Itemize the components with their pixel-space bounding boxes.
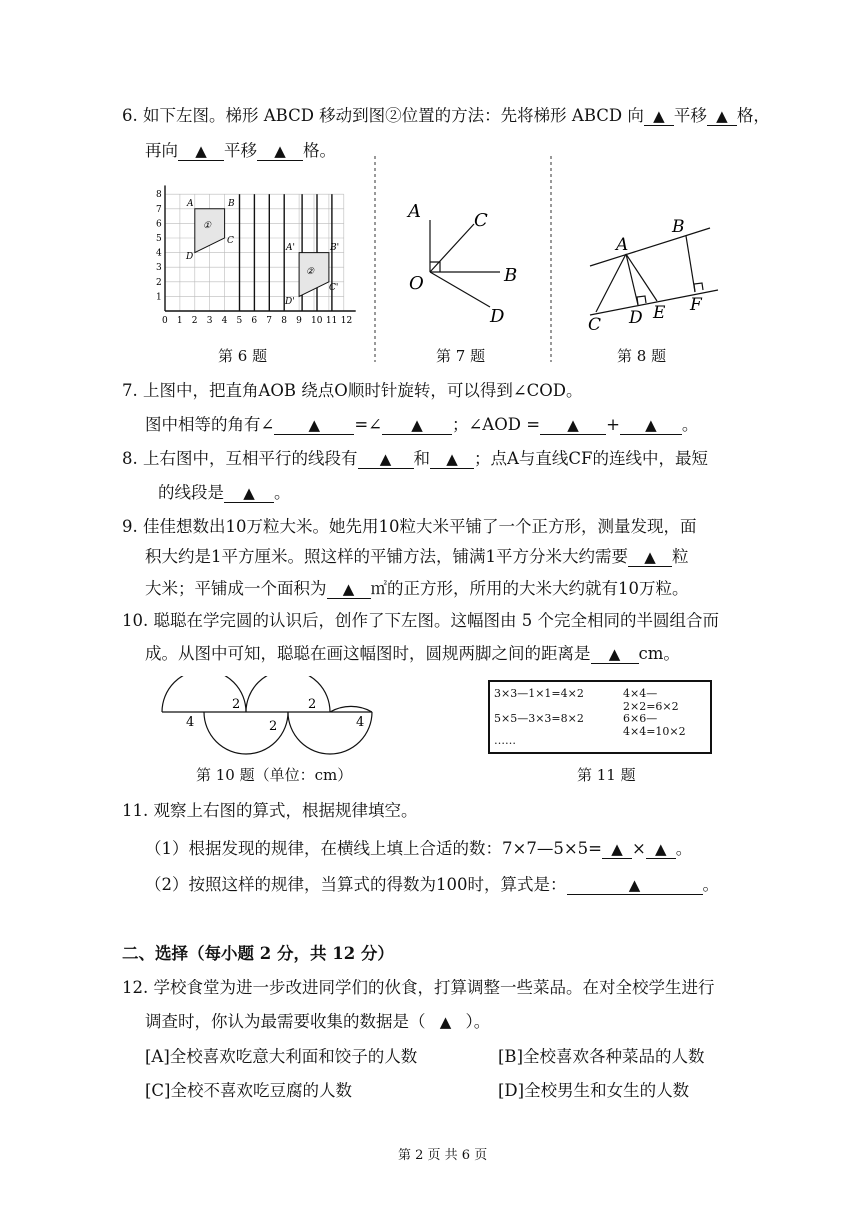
option-b[interactable]: [B]全校喜欢各种菜品的人数: [498, 1047, 705, 1066]
figure-10-semicircles: [150, 676, 390, 756]
fig10-label-4: 4: [186, 715, 195, 730]
answer-blank[interactable]: ▲: [382, 416, 452, 435]
label-B2: B': [330, 243, 340, 253]
fig7-C: C: [474, 210, 488, 231]
label-A2: A': [286, 243, 295, 253]
fig8-D: D: [629, 308, 643, 328]
fig10-label-2: 2: [232, 697, 241, 712]
x-tick-label: 1: [176, 316, 183, 326]
answer-blank[interactable]: ▲: [224, 484, 274, 503]
label-2: ②: [306, 267, 315, 277]
label-A: A: [187, 199, 194, 209]
option-a[interactable]: [A]全校喜欢吃意大利面和饺子的人数: [145, 1047, 418, 1066]
figure-11-box: [488, 680, 712, 754]
q12-line1: 12. 学校食堂为进一步改进同学们的伙食，打算调整一些菜品。在对全校学生进行: [122, 978, 715, 997]
section-heading: 二、选择（每小题 2 分，共 12 分）: [122, 944, 394, 963]
x-tick-label: 9: [296, 316, 302, 326]
box-expr: 3×3—1×1=4×2: [494, 687, 584, 700]
figure-row-6-7-8: [0, 150, 868, 380]
q8-line1: 8. 上右图中，互相平行的线段有 ▲ 和 ▲ ；点A与直线CF的连线中，最短: [122, 449, 708, 468]
caption-fig11: 第 11 题: [577, 766, 636, 784]
answer-blank[interactable]: ▲: [567, 876, 703, 895]
answer-blank[interactable]: ▲: [620, 416, 682, 435]
answer-blank[interactable]: ▲: [628, 548, 672, 567]
answer-blank[interactable]: ▲: [602, 840, 632, 859]
q10-line1: 10. 聪聪在学完圆的认识后，创作了下左图。这幅图由 5 个完全相同的半圆组合而: [122, 611, 719, 630]
q6-line2: 再向 ▲ 平移 ▲ 格。: [145, 141, 336, 160]
x-tick-label: 2: [191, 316, 198, 326]
q12-line2: 调查时，你认为最需要收集的数据是（ ▲ ）。: [145, 1012, 491, 1031]
q7-line1: 7. 上图中，把直角AOB 绕点O顺时针旋转，可以得到∠COD。: [122, 381, 583, 400]
fig10-label-2: 2: [269, 719, 278, 734]
fig10-label-2: 2: [308, 697, 317, 712]
fig7-A: A: [408, 201, 421, 222]
y-tick-label: 2: [156, 277, 162, 288]
x-tick-label: 12: [340, 316, 353, 326]
answer-blank[interactable]: ▲: [257, 142, 303, 161]
y-tick-label: 6: [156, 219, 162, 230]
y-tick-label: 1: [156, 292, 162, 303]
x-tick-label: 4: [221, 316, 228, 326]
y-tick-label: 3: [156, 263, 162, 274]
q11-line2: （1）根据发现的规律，在横线上填上合适的数：7×7—5×5= ▲ × ▲ 。: [145, 839, 693, 858]
caption-fig10: 第 10 题（单位：cm）: [196, 766, 353, 784]
label-C2: C': [329, 283, 339, 293]
x-tick-label: 6: [251, 316, 258, 326]
fig7-B: B: [504, 265, 518, 286]
answer-blank[interactable]: ▲: [358, 450, 414, 469]
label-D2: D': [285, 297, 295, 307]
q9-line1: 9. 佳佳想数出10万粒大米。她先用10粒大米平铺了一个正方形，测量发现，面: [122, 517, 697, 536]
fig8-A: A: [616, 235, 629, 255]
answer-blank[interactable]: ▲: [327, 580, 371, 599]
box-expr: 4×4—2×2=6×2: [623, 687, 679, 713]
q9-line2: 积大约是1平方厘米。照这样的平铺方法，铺满1平方分米大约需要 ▲ 粒: [145, 547, 689, 566]
caption-fig8: 第 8 题: [617, 347, 667, 365]
option-c[interactable]: [C]全校不喜欢吃豆腐的人数: [145, 1081, 352, 1100]
answer-blank[interactable]: ▲: [707, 107, 737, 126]
option-d[interactable]: [D]全校男生和女生的人数: [498, 1081, 690, 1100]
answer-blank[interactable]: ▲: [540, 416, 606, 435]
x-tick-label: 0: [162, 316, 168, 326]
y-tick-label: 7: [156, 204, 162, 215]
answer-blank[interactable]: ▲: [644, 107, 674, 126]
figure-7-angles: [430, 220, 500, 307]
label-D: D: [186, 252, 194, 262]
q9-line3: 大米；平铺成一个面积为 ▲ ㎡的正方形，所用的大米大约就有10万粒。: [145, 579, 689, 598]
q6-line1: 6. 如下左图。梯形 ABCD 移动到图②位置的方法：先将梯形 ABCD 向 ▲ 平移 ▲ 格，: [122, 106, 770, 125]
q11-line1: 11. 观察上右图的算式，根据规律填空。: [122, 801, 418, 820]
box-ellipsis: ……: [494, 734, 516, 747]
answer-blank[interactable]: ▲: [646, 840, 676, 859]
fig8-C: C: [588, 315, 602, 335]
page-footer: 第 2 页 共 6 页: [398, 1148, 488, 1163]
answer-blank[interactable]: ▲: [439, 1013, 452, 1031]
fig10-label-4: 4: [356, 715, 365, 730]
box-expr: 5×5—3×3=8×2: [494, 712, 584, 725]
q8-line2: 的线段是 ▲ 。: [158, 483, 291, 502]
label-C: C: [227, 236, 234, 246]
answer-blank[interactable]: ▲: [274, 416, 354, 435]
x-tick-label: 5: [236, 316, 243, 326]
fig7-O: O: [409, 273, 424, 294]
box-expr: 6×6—4×4=10×2: [623, 712, 686, 738]
y-tick-label: 5: [156, 234, 162, 244]
fig8-F: F: [690, 295, 702, 315]
label-B: B: [228, 199, 235, 209]
caption-fig6: 第 6 题: [218, 347, 268, 365]
answer-blank[interactable]: ▲: [178, 142, 224, 161]
x-tick-label: 10: [311, 316, 323, 326]
fig7-D: D: [490, 306, 505, 327]
x-tick-label: 8: [281, 316, 287, 326]
fig8-B: B: [672, 217, 685, 237]
answer-blank[interactable]: ▲: [591, 645, 639, 664]
x-tick-label: 11: [325, 316, 338, 326]
caption-fig7: 第 7 题: [436, 347, 486, 365]
label-1: ①: [203, 221, 212, 231]
answer-blank[interactable]: ▲: [430, 450, 474, 469]
fig8-E: E: [653, 303, 666, 323]
x-tick-label: 7: [266, 316, 273, 326]
q10-line2: 成。从图中可知，聪聪在画这幅图时，圆规两脚之间的距离是 ▲ cm。: [145, 644, 680, 663]
y-tick-label: 8: [156, 190, 162, 201]
x-tick-label: 3: [206, 316, 213, 326]
q11-line3: （2）按照这样的规律，当算式的得数为100时，算式是： ▲ 。: [145, 875, 719, 894]
q7-line2: 图中相等的角有∠ ▲ =∠ ▲ ；∠AOD = ▲ + ▲ 。: [145, 415, 699, 434]
y-tick-label: 4: [156, 248, 162, 259]
